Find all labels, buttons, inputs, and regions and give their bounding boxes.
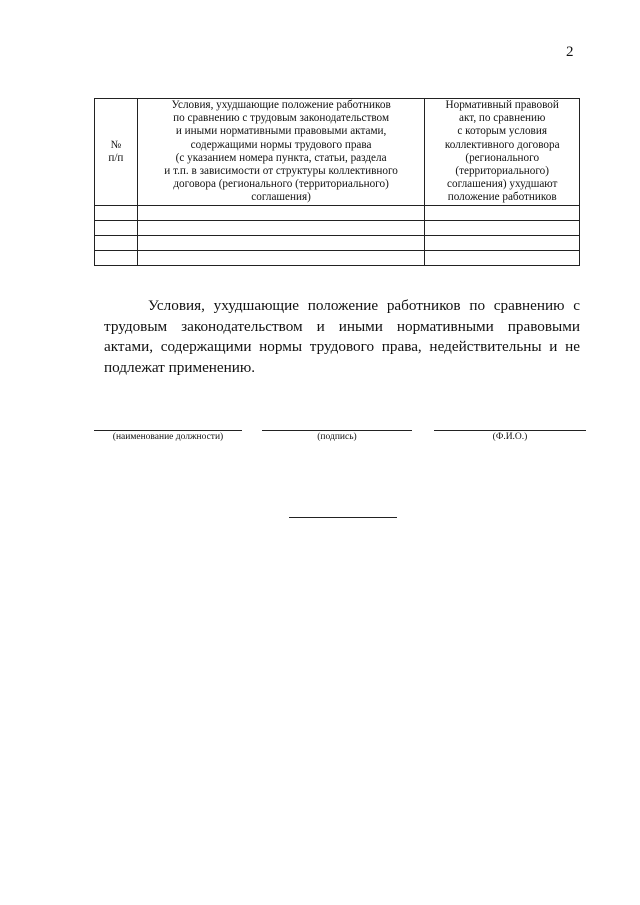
main-paragraph: Условия, ухудшающие положение работников по сравнению с трудовым законодательством и иными нормативными правовыми актами, содержащими нормы трудового права, недействительны и не подлежат применению. [104,297,580,376]
table-row [95,235,580,250]
signature-block [94,430,586,450]
conditions-table [94,98,580,266]
table-row [95,220,580,235]
table-cell [137,205,425,220]
table-header-row [95,99,580,206]
table-cell [137,220,425,235]
table-cell [137,235,425,250]
table-cell [95,250,138,265]
header-number: № п/п [95,99,138,206]
table-row [95,250,580,265]
table-cell [95,235,138,250]
header-conditions: Условия, ухудшающие положение работников по сравнению с трудовым законодательством и иными нормативными правовыми актами, содержащими нормы трудового права (с указанием номера пункта, статьи, раздела и т.п. в зависимости от структуры коллективного договора (регионального (территориального) соглашения) [137,99,425,206]
position-signature-line: (наименование должности) [94,430,242,442]
table-cell [425,205,580,220]
table-cell [137,250,425,265]
table-cell [425,250,580,265]
table-cell [95,205,138,220]
signature-line: (подпись) [262,430,412,442]
header-normative-act: Нормативный правовой акт, по сравнению с которым условия коллективного договора (регионального (территориального) соглашения) ухудшают положение работников [425,99,580,206]
end-divider [289,517,397,518]
table-cell [425,235,580,250]
page-number: 2 [566,44,574,60]
table-cell [95,220,138,235]
table-cell [425,220,580,235]
table-row [95,205,580,220]
full-name-signature-line: (Ф.И.О.) [434,430,586,442]
